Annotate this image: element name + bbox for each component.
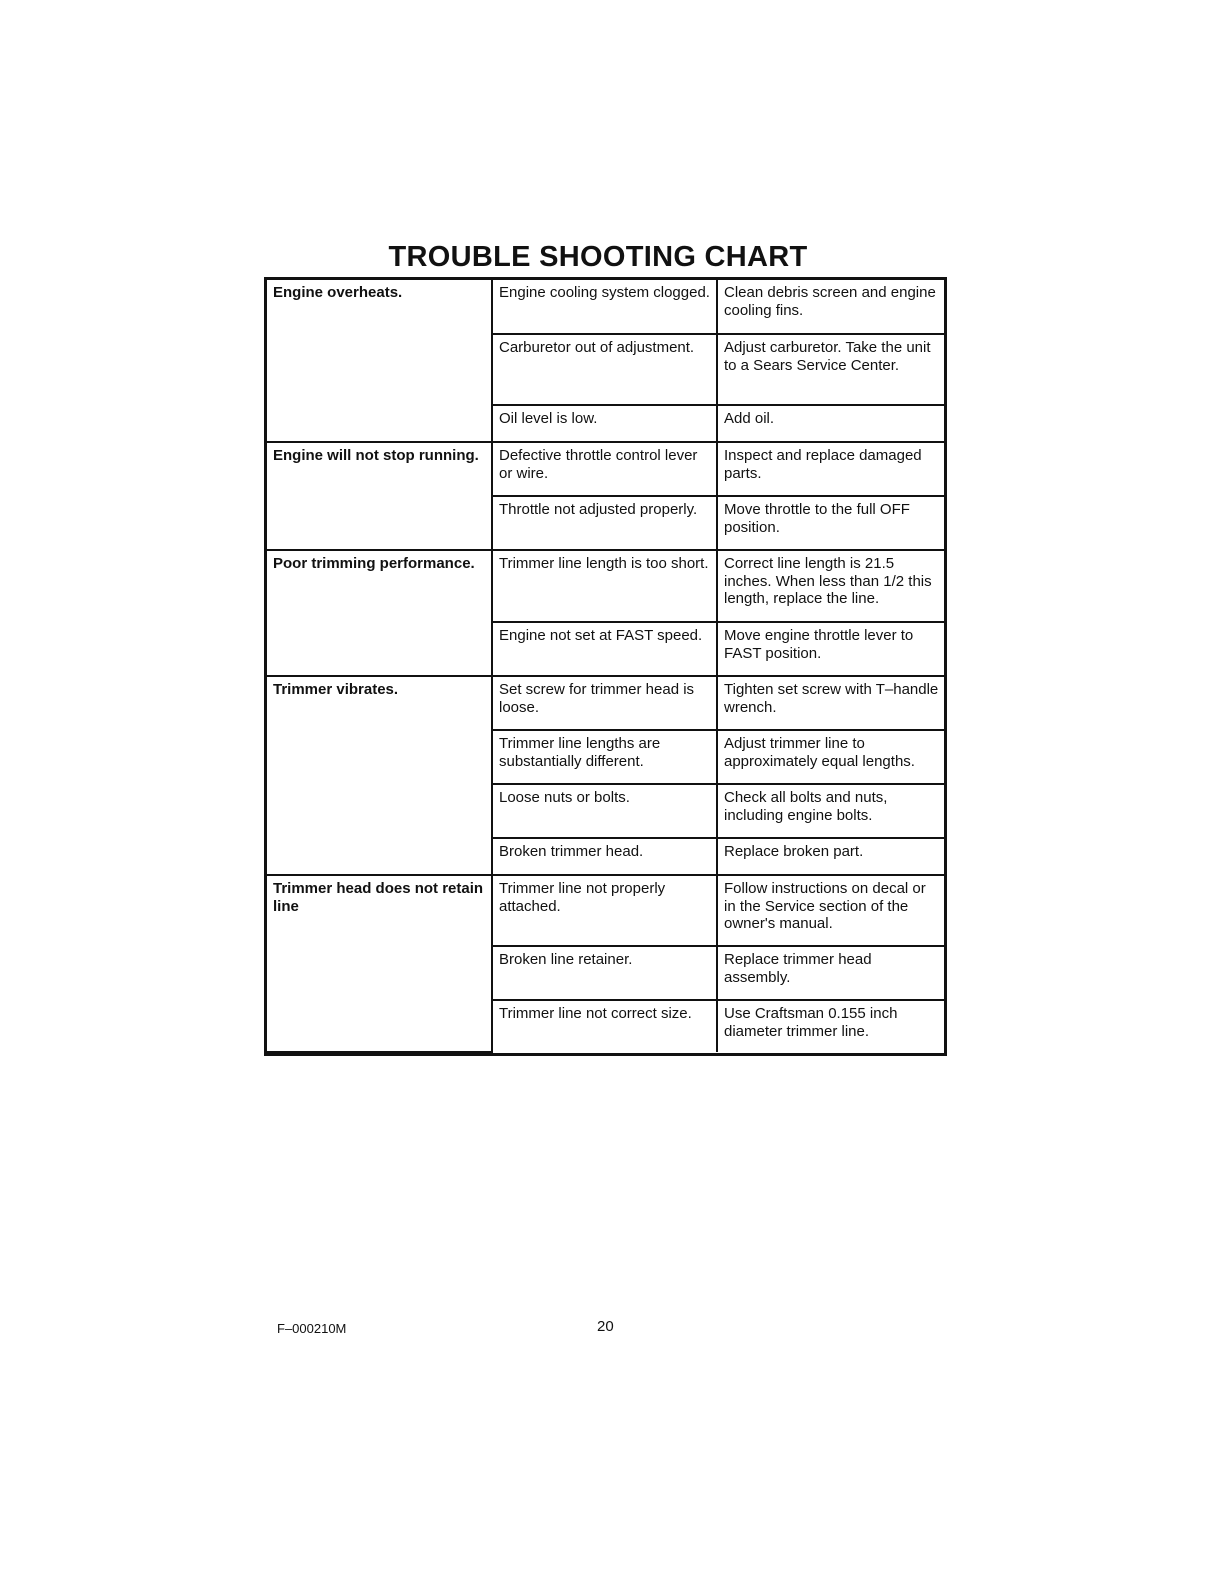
page-number: 20 bbox=[597, 1318, 614, 1335]
problem-cell: Engine overheats. bbox=[267, 280, 492, 442]
table-row bbox=[267, 875, 944, 946]
cause-cell: Broken line retainer. bbox=[492, 946, 717, 1000]
remedy-cell: Move engine throttle lever to FAST position. bbox=[717, 622, 944, 676]
page-title: TROUBLE SHOOTING CHART bbox=[388, 241, 808, 273]
remedy-cell: Clean debris screen and engine cooling fins. bbox=[717, 280, 944, 334]
cause-cell: Defective throttle control lever or wire. bbox=[492, 442, 717, 496]
document-code: F–000210M bbox=[277, 1321, 347, 1336]
remedy-cell: Adjust carburetor. Take the unit to a Sears Service Center. bbox=[717, 334, 944, 405]
remedy-cell: Add oil. bbox=[717, 405, 944, 442]
problem-cell: Poor trimming performance. bbox=[267, 550, 492, 676]
cause-cell: Carburetor out of adjustment. bbox=[492, 334, 717, 405]
cause-cell: Engine cooling system clogged. bbox=[492, 280, 717, 334]
problem-cell: Trimmer head does not retain line bbox=[267, 875, 492, 1052]
remedy-cell: Replace broken part. bbox=[717, 838, 944, 875]
remedy-cell: Check all bolts and nuts, including engine bolts. bbox=[717, 784, 944, 838]
cause-cell: Loose nuts or bolts. bbox=[492, 784, 717, 838]
cause-cell: Broken trimmer head. bbox=[492, 838, 717, 875]
remedy-cell: Use Craftsman 0.155 inch diameter trimmer line. bbox=[717, 1000, 944, 1052]
table-row bbox=[267, 676, 944, 730]
remedy-cell: Move throttle to the full OFF position. bbox=[717, 496, 944, 550]
problem-cell: Engine will not stop running. bbox=[267, 442, 492, 550]
table-row bbox=[267, 280, 944, 334]
cause-cell: Trimmer line lengths are substantially different. bbox=[492, 730, 717, 784]
cause-cell: Trimmer line length is too short. bbox=[492, 550, 717, 622]
table-row bbox=[267, 550, 944, 622]
table-row bbox=[267, 442, 944, 496]
cause-cell: Engine not set at FAST speed. bbox=[492, 622, 717, 676]
cause-cell: Oil level is low. bbox=[492, 405, 717, 442]
remedy-cell: Replace trimmer head assembly. bbox=[717, 946, 944, 1000]
remedy-cell: Follow instructions on decal or in the Service section of the owner's manual. bbox=[717, 875, 944, 946]
problem-cell: Trimmer vibrates. bbox=[267, 676, 492, 875]
cause-cell: Throttle not adjusted properly. bbox=[492, 496, 717, 550]
remedy-cell: Correct line length is 21.5 inches. When less than 1/2 this length, replace the line. bbox=[717, 550, 944, 622]
cause-cell: Trimmer line not correct size. bbox=[492, 1000, 717, 1052]
trouble-shooting-table bbox=[267, 280, 944, 1053]
remedy-cell: Tighten set screw with T–handle wrench. bbox=[717, 676, 944, 730]
trouble-shooting-chart bbox=[264, 277, 947, 1056]
cause-cell: Trimmer line not properly attached. bbox=[492, 875, 717, 946]
remedy-cell: Inspect and replace damaged parts. bbox=[717, 442, 944, 496]
remedy-cell: Adjust trimmer line to approximately equal lengths. bbox=[717, 730, 944, 784]
cause-cell: Set screw for trimmer head is loose. bbox=[492, 676, 717, 730]
